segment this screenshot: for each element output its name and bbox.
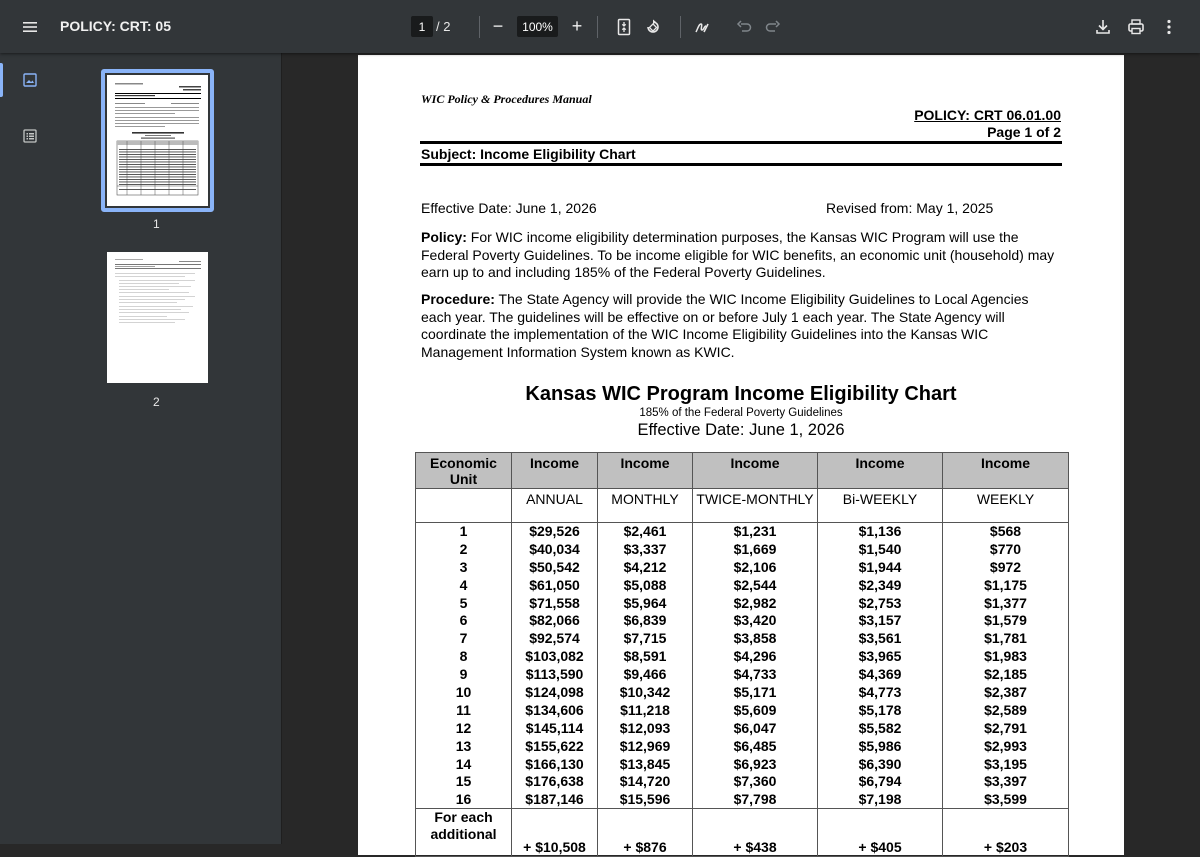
income-cell: $155,622 [512,737,598,755]
table-row [416,666,1069,684]
print-icon[interactable] [1125,16,1147,38]
income-cell: $1,377 [943,594,1069,612]
procedure-paragraph [421,291,1061,361]
chart-effective-date: Effective Date: June 1, 2026 [637,421,845,439]
economic-unit-cell: 16 [416,791,512,809]
economic-unit-cell: 1 [416,523,512,541]
income-cell: $12,093 [598,719,693,737]
economic-unit-cell: 6 [416,612,512,630]
page-thumbnail-2[interactable] [107,252,208,383]
income-cell: $6,485 [693,737,818,755]
manual-title: WIC Policy & Procedures Manual [421,92,592,106]
economic-unit-cell: 11 [416,701,512,719]
income-cell: $3,965 [818,648,943,666]
income-cell: $5,582 [818,719,943,737]
income-cell: $3,157 [818,612,943,630]
image-icon [22,72,38,88]
income-cell: $8,591 [598,648,693,666]
effective-date: Effective Date: June 1, 2026 [421,200,597,216]
income-cell: $103,082 [512,648,598,666]
column-subheader: MONTHLY [598,489,693,523]
chart-title: Kansas WIC Program Income Eligibility Chart [525,383,957,405]
column-header: Income [943,453,1069,489]
income-cell: $1,136 [818,523,943,541]
economic-unit-cell: 5 [416,594,512,612]
policy-text: For WIC income eligibility determination purposes, the Kansas WIC Program will use the Federal Poverty Guidelines. To be income eligible for WIC benefits, an economic unit (household) may earn up to and including 185% of the Federal Poverty Guidelines. [421,229,1055,280]
toolbar-divider [680,16,681,38]
additional-income-cell: + $405 [818,809,943,857]
income-cell: $770 [943,540,1069,558]
header-rule [420,163,1062,166]
income-cell: $2,185 [943,666,1069,684]
income-cell: $5,986 [818,737,943,755]
income-cell: $2,387 [943,684,1069,702]
income-cell: $11,218 [598,701,693,719]
economic-unit-cell: 14 [416,755,512,773]
zoom-in-button[interactable]: + [571,15,583,36]
zoom-input[interactable]: 100% [517,16,558,37]
income-cell: $12,969 [598,737,693,755]
income-cell: $3,397 [943,773,1069,791]
income-cell: $2,993 [943,737,1069,755]
income-cell: $2,791 [943,719,1069,737]
column-subheader [416,489,512,523]
document-title: POLICY: CRT: 05 [60,18,171,34]
income-cell: $4,296 [693,648,818,666]
income-cell: $1,175 [943,576,1069,594]
income-cell: $134,606 [512,701,598,719]
economic-unit-cell: 9 [416,666,512,684]
income-cell: $176,638 [512,773,598,791]
table-row [416,612,1069,630]
thumbnails-view-tab[interactable] [0,63,60,97]
income-eligibility-table [415,452,1069,857]
income-cell: $3,599 [943,791,1069,809]
table-row [416,540,1069,558]
page-number-input[interactable]: 1 [411,16,433,37]
table-row [416,755,1069,773]
subject-line: Subject: Income Eligibility Chart [421,146,636,162]
column-header: Economic Unit [416,453,512,489]
additional-income-cell: + $438 [693,809,818,857]
economic-unit-cell: 13 [416,737,512,755]
column-header: Income [598,453,693,489]
economic-unit-cell: 2 [416,540,512,558]
outline-view-tab[interactable] [0,119,60,153]
table-row [416,594,1069,612]
income-cell: $61,050 [512,576,598,594]
outline-list-icon [22,128,38,144]
table-row [416,576,1069,594]
chart-subtitle: 185% of the Federal Poverty Guidelines [639,407,843,419]
income-cell: $5,171 [693,684,818,702]
income-cell: $1,944 [818,558,943,576]
income-cell: $6,047 [693,719,818,737]
more-options-icon[interactable] [1158,16,1180,38]
download-icon[interactable] [1092,16,1114,38]
income-cell: $1,781 [943,630,1069,648]
income-cell: $3,561 [818,630,943,648]
pdf-toolbar [0,0,1200,53]
economic-unit-cell: 4 [416,576,512,594]
table-row [416,791,1069,809]
additional-income-cell: + $10,508 [512,809,598,857]
income-cell: $4,369 [818,666,943,684]
column-header: Income [693,453,818,489]
income-cell: $2,349 [818,576,943,594]
income-cell: $2,544 [693,576,818,594]
income-cell: $13,845 [598,755,693,773]
additional-income-cell: + $876 [598,809,693,857]
table-row [416,630,1069,648]
income-cell: $14,720 [598,773,693,791]
procedure-label: Procedure: [421,291,495,307]
income-cell: $50,542 [512,558,598,576]
income-cell: $7,198 [818,791,943,809]
income-cell: $71,558 [512,594,598,612]
column-header: Income [512,453,598,489]
income-cell: $82,066 [512,612,598,630]
income-cell: $3,337 [598,540,693,558]
income-cell: $568 [943,523,1069,541]
income-cell: $7,798 [693,791,818,809]
income-cell: $3,420 [693,612,818,630]
income-cell: $2,589 [943,701,1069,719]
redo-icon[interactable] [762,16,784,38]
income-cell: $2,461 [598,523,693,541]
income-cell: $5,964 [598,594,693,612]
income-cell: $7,715 [598,630,693,648]
procedure-text: The State Agency will provide the WIC Income Eligibility Guidelines to Local Agencies each year. The guidelines will be effective on or before July 1 each year. The State Agency will coordinate the implementation of the WIC Income Eligibility Guidelines into the Kansas WIC Management Information System known as KWIC. [421,291,1029,360]
income-cell: $29,526 [512,523,598,541]
zoom-out-button[interactable]: − [492,15,504,36]
revised-date: Revised from: May 1, 2025 [826,200,994,216]
page-total: / 2 [436,19,451,34]
income-cell: $1,231 [693,523,818,541]
thumbnail-page-number: 1 [153,217,160,231]
toolbar-divider [479,16,480,38]
menu-icon[interactable] [16,14,44,40]
annotate-pen-icon[interactable] [691,16,713,38]
income-cell: $4,733 [693,666,818,684]
income-cell: $972 [943,558,1069,576]
income-cell: $166,130 [512,755,598,773]
income-cell: $15,596 [598,791,693,809]
thumbnail-page-number: 2 [153,395,160,409]
economic-unit-cell: 10 [416,684,512,702]
income-cell: $145,114 [512,719,598,737]
income-cell: $92,574 [512,630,598,648]
policy-code: POLICY: CRT 06.01.00 [914,107,1061,123]
income-cell: $7,360 [693,773,818,791]
income-cell: $1,669 [693,540,818,558]
income-cell: $3,858 [693,630,818,648]
page-thumbnail-1[interactable] [101,69,214,212]
income-cell: $6,839 [598,612,693,630]
table-row [416,684,1069,702]
table-row [416,701,1069,719]
income-cell: $1,540 [818,540,943,558]
column-subheader: ANNUAL [512,489,598,523]
income-cell: $6,794 [818,773,943,791]
income-cell: $1,983 [943,648,1069,666]
income-cell: $1,579 [943,612,1069,630]
income-cell: $4,212 [598,558,693,576]
income-cell: $3,195 [943,755,1069,773]
income-cell: $113,590 [512,666,598,684]
income-cell: $187,146 [512,791,598,809]
income-cell: $124,098 [512,684,598,702]
table-row [416,558,1069,576]
table-header-row [416,453,1069,489]
table-row [416,773,1069,791]
economic-unit-cell: 3 [416,558,512,576]
table-subheader-row [416,489,1069,523]
income-cell: $5,609 [693,701,818,719]
economic-unit-cell: 7 [416,630,512,648]
table-row [416,648,1069,666]
income-cell: $9,466 [598,666,693,684]
income-cell: $6,390 [818,755,943,773]
column-subheader: Bi-WEEKLY [818,489,943,523]
rotate-icon[interactable] [642,16,664,38]
income-cell: $10,342 [598,684,693,702]
economic-unit-cell: 15 [416,773,512,791]
thumbnail-page-image [107,75,208,206]
column-subheader: TWICE-MONTHLY [693,489,818,523]
table-row [416,523,1069,541]
additional-income-cell: + $203 [943,809,1069,857]
income-cell: $6,923 [693,755,818,773]
income-cell: $5,088 [598,576,693,594]
undo-icon[interactable] [733,16,755,38]
income-cell: $4,773 [818,684,943,702]
income-cell: $2,106 [693,558,818,576]
fit-page-icon[interactable] [613,16,635,38]
income-cell: $5,178 [818,701,943,719]
additional-label-cell: For each additional [416,809,512,857]
page-of-label: Page 1 of 2 [987,124,1061,140]
thumbnail-sidebar [0,53,282,844]
policy-label: Policy: [421,229,467,245]
toolbar-divider [597,16,598,38]
column-header: Income [818,453,943,489]
table-row [416,737,1069,755]
policy-paragraph [421,229,1061,282]
header-rule [420,141,1062,144]
pdf-page [358,55,1124,855]
column-subheader: WEEKLY [943,489,1069,523]
economic-unit-cell: 12 [416,719,512,737]
table-row [416,719,1069,737]
income-cell: $2,982 [693,594,818,612]
additional-member-row [416,809,1069,857]
income-cell: $40,034 [512,540,598,558]
economic-unit-cell: 8 [416,648,512,666]
income-cell: $2,753 [818,594,943,612]
